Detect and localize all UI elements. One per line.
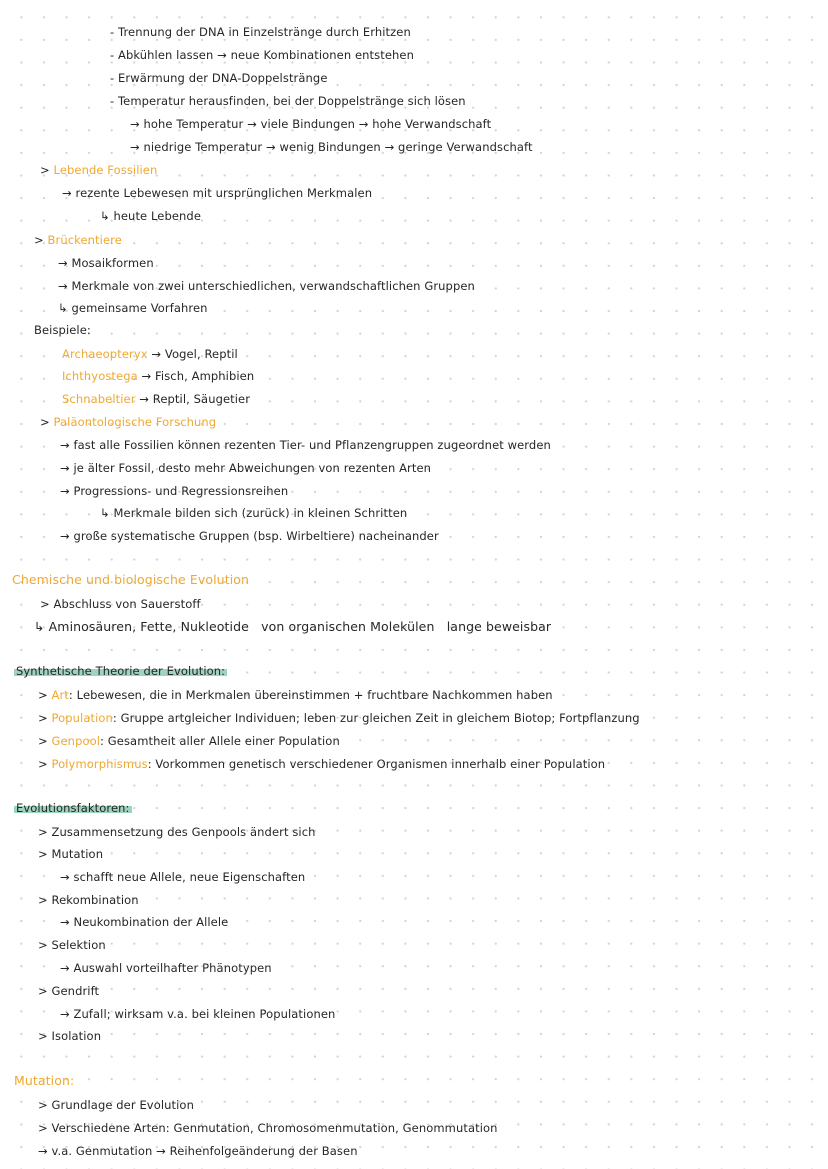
synth-text: : Gesamtheit aller Allele einer Population [100, 734, 340, 748]
synth-item: > Art: Lebewesen, die in Merkmalen übereinstimmen + fruchtbare Nachkommen haben [38, 688, 553, 702]
factors-line-1: > Zusammensetzung des Genpools ändert sich [38, 825, 316, 839]
synth-title: Synthetische Theorie der Evolution: [16, 664, 226, 678]
synth-term: Art [51, 688, 69, 702]
paleo-title: Paläontologische Forschung [53, 415, 217, 429]
factors-line-6: > Selektion [38, 938, 106, 952]
example-row [62, 346, 238, 362]
paleo-prefix: > [40, 415, 50, 429]
paleo-line-2: → je älter Fossil, desto mehr Abweichungen von rezenten Arten [60, 461, 432, 475]
example-name: Archaeopteryx [62, 347, 148, 361]
mutation-line-3: → v.a. Genmutation → Reihenfolgeänderung der Basen [38, 1144, 358, 1158]
paleo-line-4: ↳ Merkmale bilden sich (zurück) in kleinen Schritten [100, 506, 408, 520]
synth-item: > Genpool: Gesamtheit aller Allele einer Population [38, 734, 340, 748]
fossils-heading [40, 162, 157, 178]
synth-heading [14, 663, 227, 679]
mutation-title: Mutation: [14, 1073, 75, 1088]
bridge-line-1: → Mosaikformen [58, 256, 154, 270]
example-desc: → Vogel, Reptil [151, 347, 238, 361]
synth-text: : Gruppe artgleicher Individuen; leben zur gleichen Zeit in gleichem Biotop; Fortpflanzung [112, 711, 640, 725]
dna-line-4: - Temperatur herausfinden, bei der Doppelstränge sich lösen [110, 94, 466, 108]
dna-line-1: - Trennung der DNA in Einzelstränge durch Erhitzen [110, 25, 411, 39]
bridge-line-3: ↳ gemeinsame Vorfahren [58, 301, 208, 315]
factors-line-8: > Gendrift [38, 984, 100, 998]
chem-line-1: > Abschluss von Sauerstoff [40, 597, 201, 611]
example-row [62, 391, 250, 407]
chem-line-2c: lange beweisbar [446, 619, 552, 634]
example-name: Ichthyostega [62, 369, 138, 383]
dna-line-5: → hohe Temperatur → viele Bindungen → hohe Verwandschaft [130, 117, 492, 131]
chem-line-2a: ↳ Aminosäuren, Fette, Nukleotide [34, 619, 249, 634]
bridge-line-2: → Merkmale von zwei unterschiedlichen, verwandschaftlichen Gruppen [58, 279, 475, 293]
examples-label: Beispiele: [34, 323, 91, 337]
fossils-line-1: → rezente Lebewesen mit ursprünglichen Merkmalen [62, 186, 373, 200]
factors-line-3: → schafft neue Allele, neue Eigenschaften [60, 870, 306, 884]
synth-item: > Population: Gruppe artgleicher Individuen; leben zur gleichen Zeit in gleichem Biotop; Fortpflanzung [38, 711, 640, 725]
synth-term: Polymorphismus [51, 757, 148, 771]
factors-line-2: > Mutation [38, 847, 104, 861]
bridge-heading [34, 232, 122, 248]
factors-line-5: → Neukombination der Allele [60, 915, 229, 929]
mutation-line-1: > Grundlage der Evolution [38, 1098, 194, 1112]
example-desc: → Reptil, Säugetier [139, 392, 251, 406]
synth-term: Population [51, 711, 113, 725]
dna-line-6: → niedrige Temperatur → wenig Bindungen → geringe Verwandschaft [130, 140, 533, 154]
dna-line-2: - Abkühlen lassen → neue Kombinationen entstehen [110, 48, 414, 62]
bridge-title: Brückentiere [47, 233, 122, 247]
bridge-prefix: > [34, 233, 44, 247]
factors-line-7: → Auswahl vorteilhafter Phänotypen [60, 961, 272, 975]
factors-line-10: > Isolation [38, 1029, 102, 1043]
factors-title: Evolutionsfaktoren: [16, 801, 130, 815]
paleo-line-5: → große systematische Gruppen (bsp. Wirbeltiere) nacheinander [60, 529, 439, 543]
fossils-line-2: ↳ heute Lebende [100, 209, 202, 223]
synth-term: Genpool [51, 734, 101, 748]
fossils-title: Lebende Fossilien [53, 163, 158, 177]
dna-line-3: - Erwärmung der DNA-Doppelstränge [110, 71, 328, 85]
chem-line-2b: von organischen Molekülen [261, 619, 435, 634]
mutation-line-2: > Verschiedene Arten: Genmutation, Chromosomenmutation, Genommutation [38, 1121, 498, 1135]
paleo-heading [40, 414, 216, 430]
chem-title: Chemische und biologische Evolution [12, 572, 250, 587]
paleo-line-3: → Progressions- und Regressionsreihen [60, 484, 289, 498]
example-name: Schnabeltier [62, 392, 136, 406]
synth-item: > Polymorphismus: Vorkommen genetisch verschiedener Organismen innerhalb einer Population [38, 757, 606, 771]
paleo-line-1: → fast alle Fossilien können rezenten Tier- und Pflanzengruppen zugeordnet werden [60, 438, 551, 452]
example-desc: → Fisch, Amphibien [141, 369, 255, 383]
example-row [62, 368, 254, 384]
factors-heading [14, 800, 132, 816]
synth-text: : Lebewesen, die in Merkmalen übereinstimmen + fruchtbare Nachkommen haben [68, 688, 553, 702]
factors-line-9: → Zufall; wirksam v.a. bei kleinen Populationen [60, 1007, 336, 1021]
factors-line-4: > Rekombination [38, 893, 139, 907]
fossils-prefix: > [40, 163, 50, 177]
synth-text: : Vorkommen genetisch verschiedener Organismen innerhalb einer Population [147, 757, 606, 771]
chem-line-2 [34, 619, 551, 635]
